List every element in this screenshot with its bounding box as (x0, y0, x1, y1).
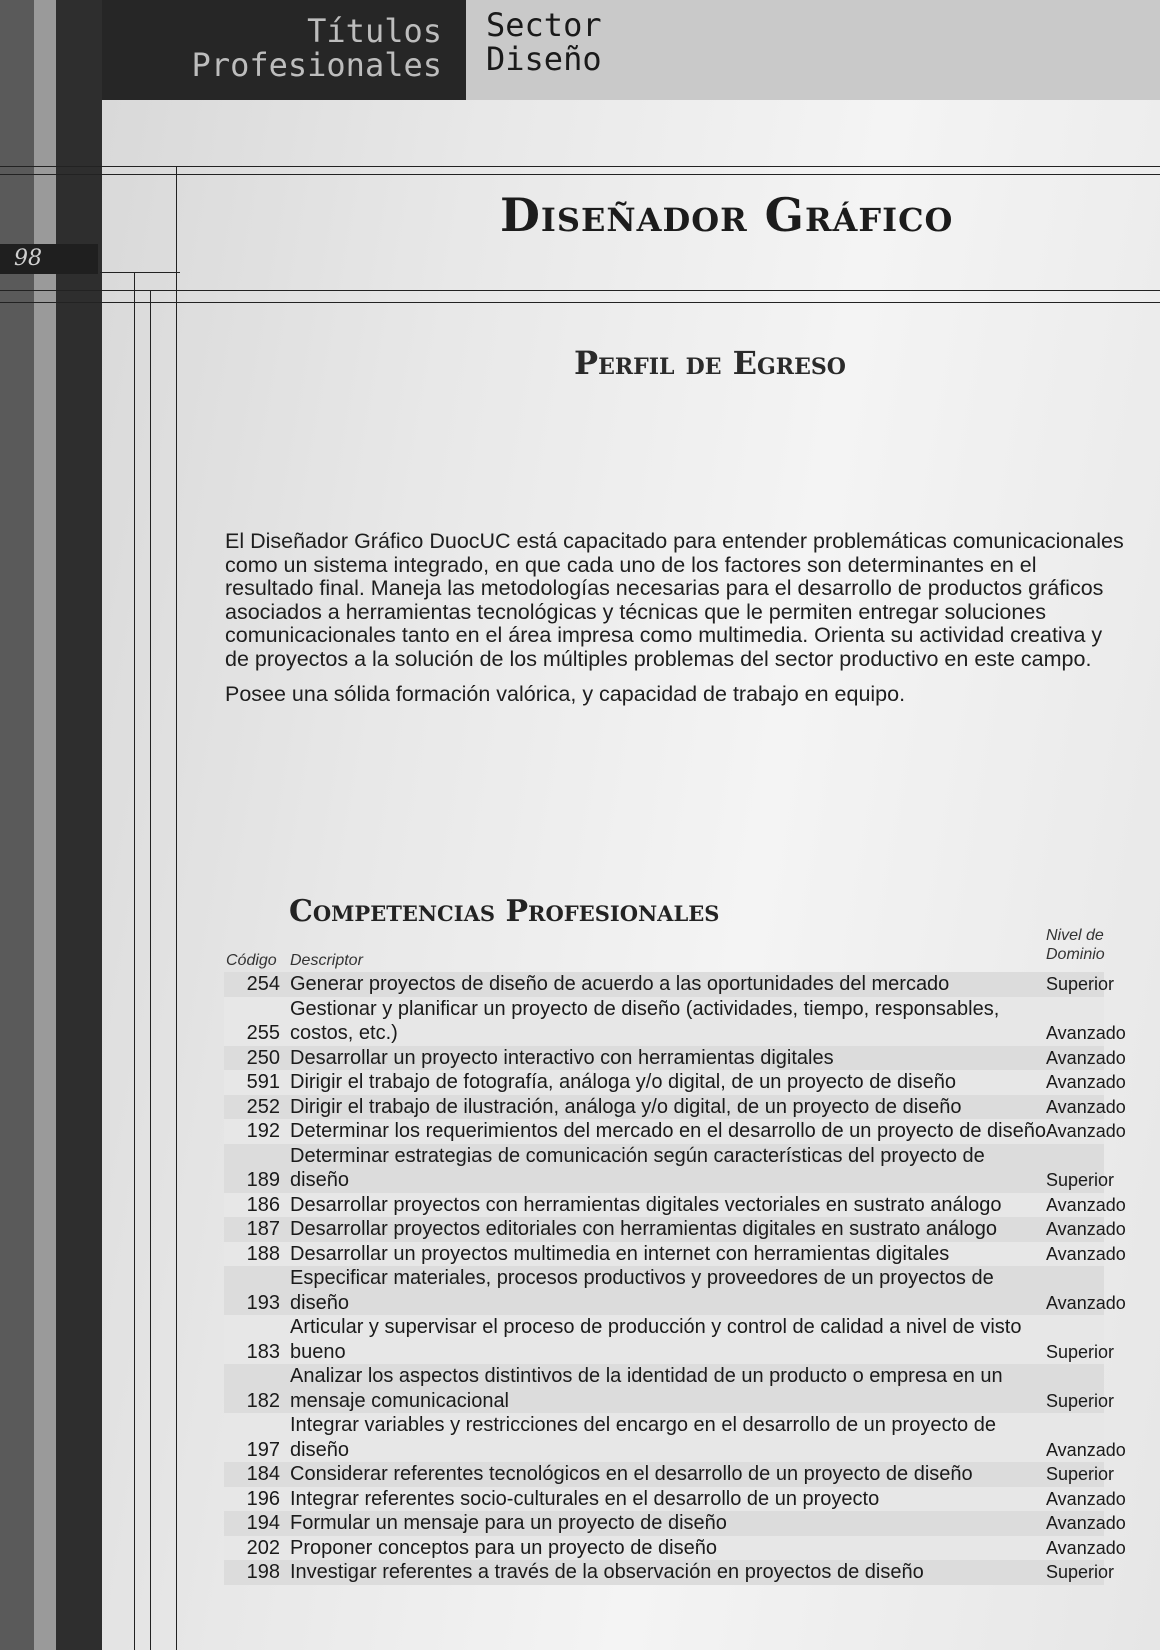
column-header-level: Nivel de Dominio (1046, 927, 1105, 963)
descriptor-cell: Articular y supervisar el proceso de producción y control de calidad a nivel de visto bueno (290, 1316, 1022, 1363)
descriptor-cell: Dirigir el trabajo de fotografía, análoga y/o digital, de un proyecto de diseño (290, 1071, 956, 1093)
sector-label-line1: Sector (486, 6, 602, 44)
table-row (224, 1193, 1126, 1218)
code-cell: 186 (246, 1193, 280, 1216)
table-row (224, 1315, 1115, 1364)
level-cell: Avanzado (1046, 1121, 1126, 1141)
descriptor-cell: Integrar referentes socio-culturales en el desarrollo de un proyecto (290, 1487, 880, 1510)
column-header-code: Código (226, 952, 277, 969)
frame-line (0, 174, 1160, 175)
code-cell: 196 (246, 1487, 280, 1510)
profile-heading: Perfil de Egreso (574, 344, 846, 382)
code-cell: 189 (246, 1169, 280, 1191)
section-header (102, 0, 466, 100)
descriptor-cell: Integrar variables y restricciones del encargo en el desarrollo de un proyecto de diseño (290, 1414, 996, 1461)
level-cell: Avanzado (1046, 1047, 1126, 1068)
competencies-heading: Competencias Profesionales (289, 894, 720, 929)
descriptor-cell: Determinar los requerimientos del mercado en el desarrollo de un proyecto de diseño (290, 1120, 1046, 1142)
level-cell: Avanzado (1046, 1513, 1126, 1533)
profile-text (225, 530, 1125, 719)
level-cell: Avanzado (1046, 1096, 1126, 1117)
level-cell: Avanzado (1046, 1537, 1126, 1558)
descriptor-cell: Desarrollar un proyectos multimedia en internet con herramientas digitales (290, 1242, 950, 1265)
section-label-line2: Profesionales (191, 46, 442, 84)
code-cell: 193 (246, 1291, 280, 1314)
page-title: Diseñador Gráfico (500, 188, 954, 242)
descriptor-cell: Generar proyectos de diseño de acuerdo a las oportunidades del mercado (290, 973, 950, 995)
table-row (224, 972, 1115, 997)
table-row (224, 1487, 1126, 1512)
code-cell: 194 (246, 1512, 280, 1534)
level-cell: Avanzado (1046, 1243, 1126, 1264)
sector-label-line2: Diseño (486, 40, 602, 78)
table-row (224, 1511, 1126, 1536)
frame-line (176, 166, 177, 1650)
table-row (224, 1462, 1115, 1487)
code-cell: 254 (246, 973, 280, 995)
table-row (224, 1119, 1126, 1144)
table-body (224, 972, 1126, 1585)
frame-line (100, 272, 180, 273)
descriptor-cell: Desarrollar proyectos editoriales con herramientas digitales en sustrato análogo (290, 1218, 998, 1240)
descriptor-cell: Proponer conceptos para un proyecto de diseño (290, 1536, 717, 1559)
profile-paragraph: El Diseñador Gráfico DuocUC está capacitado para entender problemáticas comunicacionales como un sistema integrado, en que cada uno de los factores son determinantes en el resultado final. Maneja las metodologías necesarias para el desarrollo de productos gráficos asociados a herramientas tecnológicas y técnicas que le permiten entregar soluciones comunicacionales tanto en el área impresa como multimedia. Orienta su actividad creativa y de proyectos a la solución de los múltiples problemas del sector productivo en este campo. (225, 529, 1124, 671)
level-cell: Superior (1046, 1390, 1115, 1411)
level-cell: Superior (1046, 1170, 1115, 1190)
descriptor-cell: Formular un mensaje para un proyecto de diseño (290, 1512, 727, 1534)
table-row (224, 1560, 1115, 1585)
table-row (224, 1266, 1126, 1315)
code-cell: 183 (246, 1340, 280, 1363)
descriptor-cell: Gestionar y planificar un proyecto de diseño (actividades, tiempo, responsables, costos, etc.) (290, 997, 1000, 1044)
frame-line (150, 290, 151, 1650)
descriptor-cell: Especificar materiales, procesos productivos y proveedores de un proyectos de diseño (290, 1267, 994, 1314)
code-cell: 591 (246, 1071, 280, 1093)
code-cell: 197 (246, 1438, 280, 1461)
level-cell: Superior (1046, 974, 1115, 994)
code-cell: 182 (246, 1389, 280, 1412)
table-row (224, 1413, 1126, 1462)
frame-line (0, 166, 1160, 167)
descriptor-cell: Dirigir el trabajo de ilustración, análoga y/o digital, de un proyecto de diseño (290, 1095, 962, 1118)
code-cell: 202 (246, 1536, 280, 1559)
frame-line (0, 290, 1160, 291)
level-cell: Superior (1046, 1562, 1115, 1582)
table-row (224, 1095, 1126, 1120)
level-cell: Avanzado (1046, 1023, 1126, 1043)
descriptor-cell: Analizar los aspectos distintivos de la identidad de un producto o empresa en un mensaje comunicacional (290, 1365, 1003, 1412)
level-cell: Avanzado (1046, 1072, 1126, 1092)
code-cell: 187 (246, 1218, 280, 1240)
table-row (224, 1364, 1115, 1413)
page-number: 98 (0, 244, 98, 274)
competencies-table (224, 920, 1126, 1585)
code-cell: 188 (246, 1242, 280, 1265)
table-row (224, 1536, 1126, 1561)
profile-paragraph: Posee una sólida formación valórica, y capacidad de trabajo en equipo. (225, 682, 906, 706)
sector-header (466, 0, 1160, 100)
code-cell: 198 (246, 1561, 280, 1583)
table-row (224, 1046, 1126, 1071)
table-header (224, 920, 1104, 972)
level-cell: Avanzado (1046, 1488, 1126, 1509)
table-row (224, 1217, 1126, 1242)
section-label-line1: Títulos (307, 12, 442, 50)
code-cell: 184 (246, 1463, 280, 1485)
descriptor-cell: Determinar estrategias de comunicación según características del proyecto de diseño (290, 1144, 985, 1191)
code-cell: 250 (246, 1046, 280, 1069)
table-row (224, 997, 1126, 1046)
level-cell: Avanzado (1046, 1439, 1126, 1460)
column-header-descriptor: Descriptor (290, 952, 363, 969)
level-cell: Avanzado (1046, 1194, 1126, 1215)
table-row (224, 1242, 1126, 1267)
frame-line (0, 302, 1160, 303)
descriptor-cell: Desarrollar un proyecto interactivo con herramientas digitales (290, 1046, 834, 1069)
level-cell: Superior (1046, 1341, 1115, 1362)
code-cell: 252 (246, 1095, 280, 1118)
table-row (224, 1070, 1126, 1095)
level-cell: Avanzado (1046, 1292, 1126, 1313)
descriptor-cell: Considerar referentes tecnológicos en el desarrollo de un proyecto de diseño (290, 1463, 973, 1485)
descriptor-cell: Desarrollar proyectos con herramientas digitales vectoriales en sustrato análogo (290, 1193, 1002, 1216)
code-cell: 192 (246, 1120, 280, 1142)
frame-line (134, 272, 135, 1650)
level-cell: Avanzado (1046, 1219, 1126, 1239)
descriptor-cell: Investigar referentes a través de la observación en proyectos de diseño (290, 1561, 924, 1583)
code-cell: 255 (246, 1022, 280, 1044)
table-row (224, 1144, 1115, 1193)
level-cell: Superior (1046, 1464, 1115, 1484)
